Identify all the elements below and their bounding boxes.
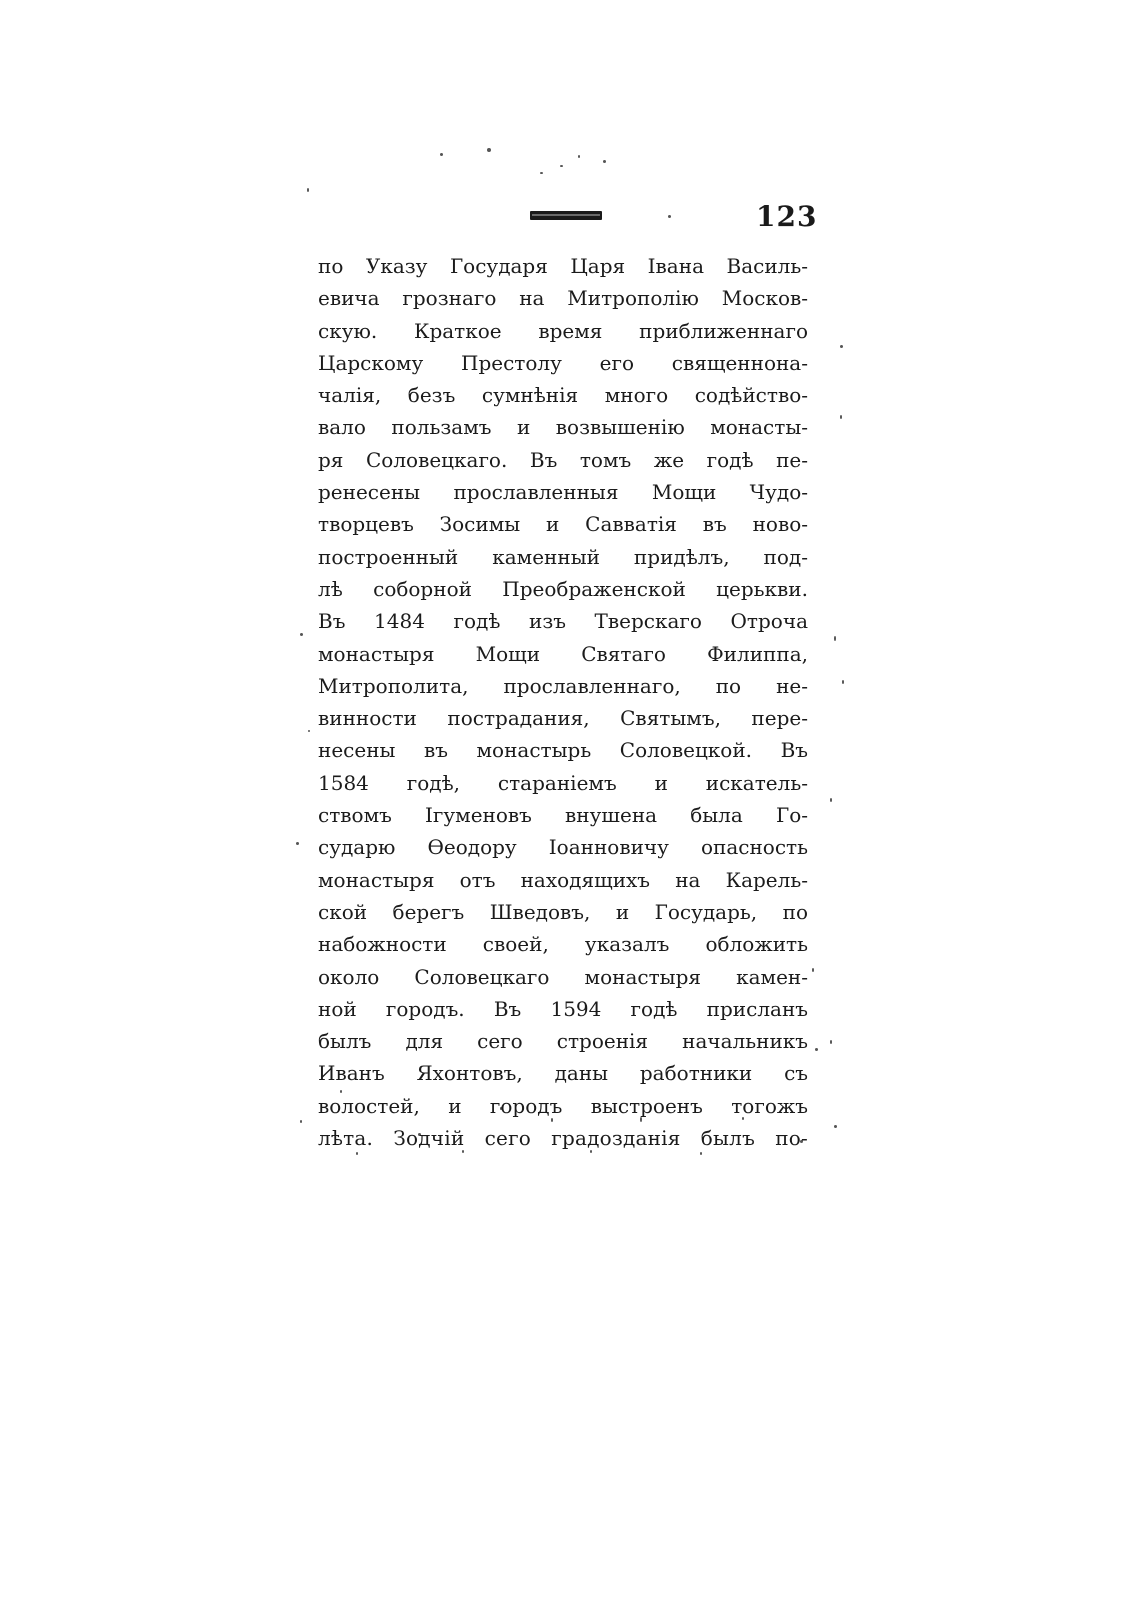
text-line: винности пострадания, Святымъ, пере-: [318, 706, 808, 731]
scan-speck: [308, 730, 310, 732]
scan-speck: [840, 415, 842, 419]
scan-speck: [603, 160, 606, 163]
text-line: сударю Өеодору Іоанновичу опасность: [318, 835, 808, 860]
header-rule-ornament: [530, 211, 602, 220]
scan-speck: [840, 345, 843, 348]
text-line: около Соловецкаго монастыря камен-: [318, 964, 808, 989]
scan-speck: [578, 155, 580, 158]
scan-speck: [300, 633, 303, 636]
scan-speck: [668, 215, 671, 218]
text-line: монастыря отъ находящихъ на Карель-: [318, 867, 808, 892]
text-line: набожности своей, указалъ обложить: [318, 932, 808, 957]
text-line: вало пользамъ и возвышенію монасты-: [318, 415, 808, 440]
scan-speck: [812, 968, 814, 972]
scan-speck: [487, 148, 491, 152]
body-text: [318, 250, 808, 1154]
text-line: скую. Краткое время приближеннаго: [318, 318, 808, 343]
text-line: ствомъ Ігуменовъ внушена была Го-: [318, 803, 808, 828]
text-line: евича грознаго на Митрополію Москов-: [318, 286, 808, 311]
text-line: волостей, и городъ выстроенъ тогожъ: [318, 1093, 808, 1118]
scan-speck: [830, 798, 832, 802]
text-line: монастыря Мощи Святаго Филиппа,: [318, 641, 808, 666]
scan-speck: [834, 1125, 837, 1128]
text-line: лѣта. Зодчій сего градозданія былъ по-: [318, 1126, 808, 1151]
scan-speck: [440, 153, 443, 156]
scan-speck: [834, 636, 836, 641]
text-line: творцевъ Зосимы и Савватія въ ново-: [318, 512, 808, 537]
scan-speck: [560, 165, 563, 167]
text-line: Въ 1484 годѣ изъ Тверскаго Отроча: [318, 609, 808, 634]
text-line: несены въ монастырь Соловецкой. Въ: [318, 738, 808, 763]
text-line: лѣ соборной Преображенской церькви.: [318, 576, 808, 601]
text-line: Митрополита, прославленнаго, по не-: [318, 673, 808, 698]
text-line: Иванъ Яхонтовъ, даны работники съ: [318, 1061, 808, 1086]
page-number: 123: [756, 200, 818, 233]
text-line: ря Соловецкаго. Въ томъ же годѣ пе-: [318, 447, 808, 472]
text-line: построенный каменный придѣлъ, под-: [318, 544, 808, 569]
scan-speck: [830, 1040, 832, 1044]
text-line: ренесены прославленныя Мощи Чудо-: [318, 480, 808, 505]
text-line: 1584 годѣ, стараніемъ и искатель-: [318, 770, 808, 795]
scan-speck: [842, 680, 844, 684]
scan-speck: [307, 188, 309, 192]
text-line: ской берегъ Шведовъ, и Государь, по: [318, 899, 808, 924]
text-line: Царскому Престолу его священнона-: [318, 350, 808, 375]
text-line: былъ для сего строенія начальникъ: [318, 1029, 808, 1054]
scan-speck: [300, 1120, 302, 1123]
scan-speck: [815, 1048, 818, 1051]
text-line: по Указу Государя Царя Івана Василь-: [318, 254, 808, 278]
scan-speck: [296, 842, 299, 845]
text-line: ной городъ. Въ 1594 годѣ присланъ: [318, 996, 808, 1021]
scan-speck: [540, 172, 543, 174]
text-line: чалія, безъ сумнѣнія много содѣйство-: [318, 383, 808, 408]
